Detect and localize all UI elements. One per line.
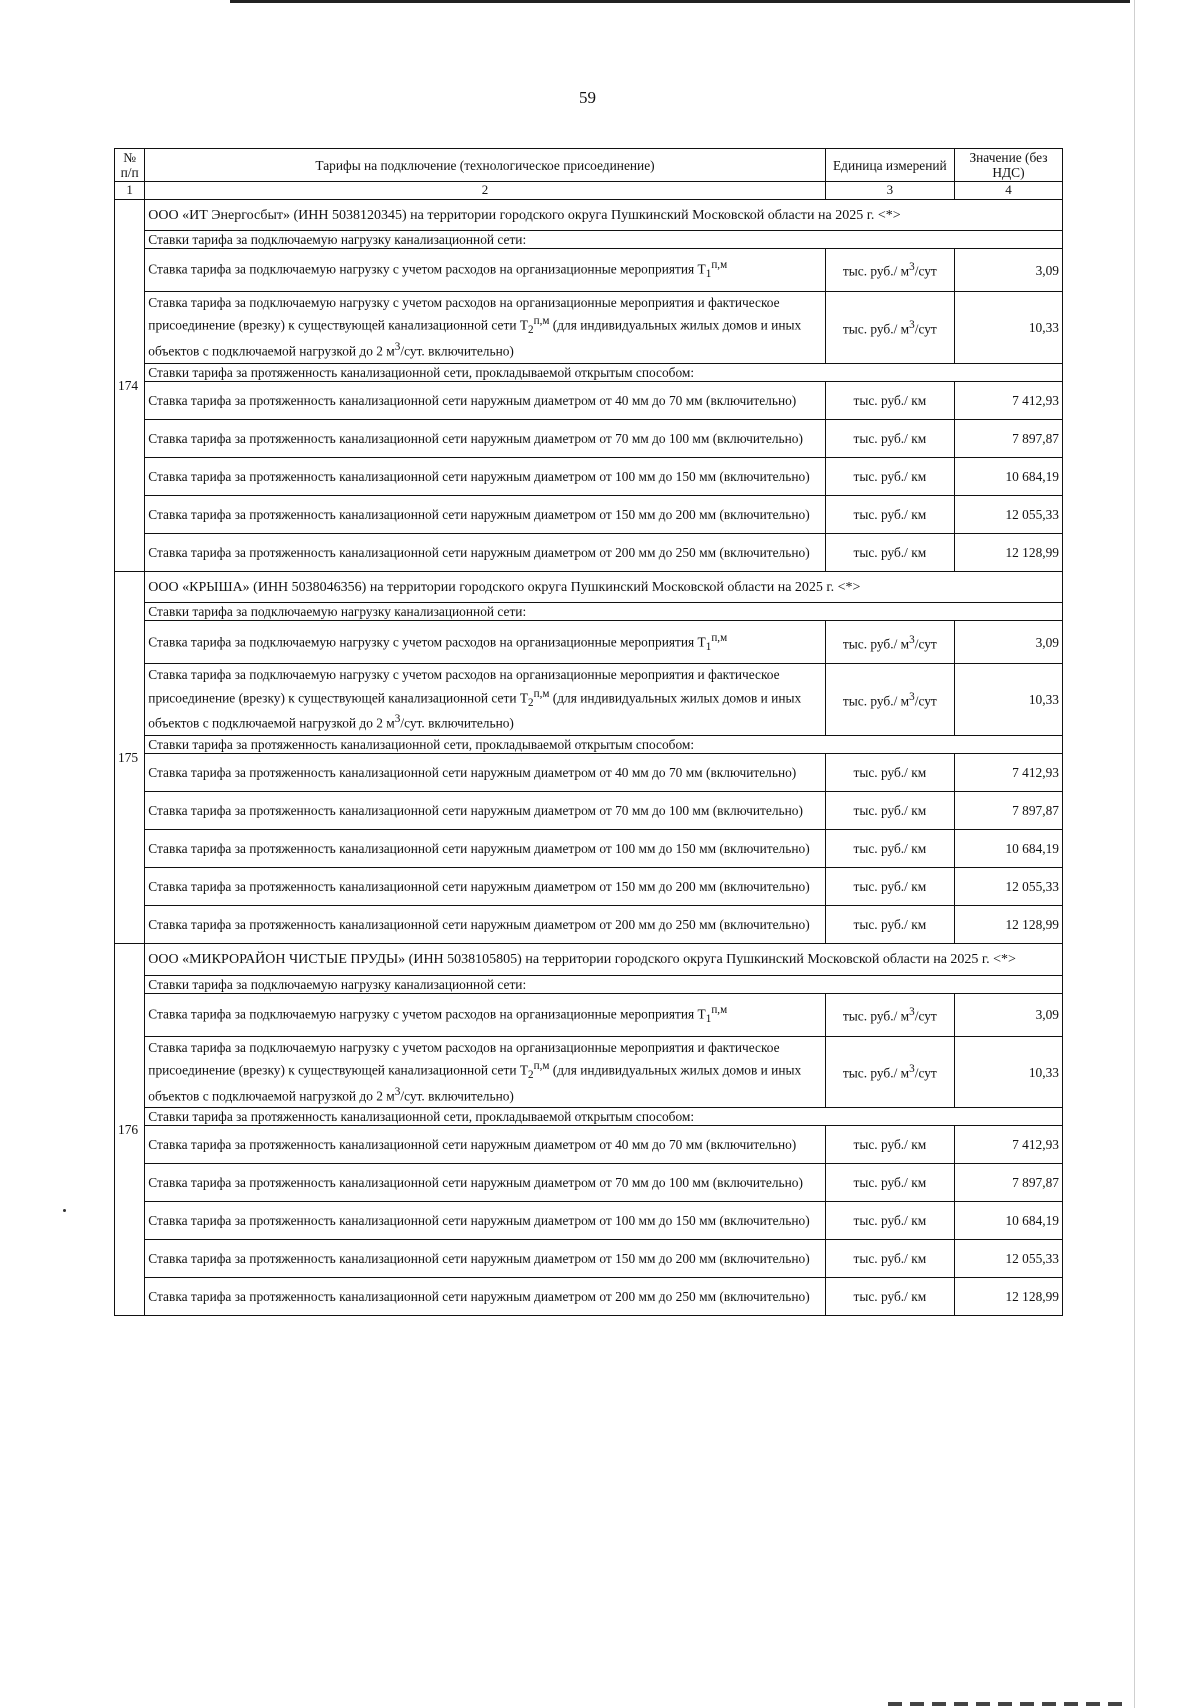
tariff-row-length: [115, 381, 1063, 419]
tariff-row-t2: [115, 664, 1063, 736]
tariff-row-length: [115, 495, 1063, 533]
unit-cell: тыс. руб./ км: [825, 1278, 954, 1316]
superscript: п,м: [711, 259, 728, 272]
tariff-row-length: [115, 1202, 1063, 1240]
unit-cell: тыс. руб./ км: [825, 457, 954, 495]
value-cell: 10 684,19: [954, 830, 1062, 868]
unit-cell: тыс. руб./ км: [825, 419, 954, 457]
tariff-description: Ставка тарифа за протяженность канализационной сети наружным диаметром от 100 мм до 150 мм (включительно): [145, 457, 825, 495]
description-text: /сут. включительно): [400, 1088, 514, 1104]
organization-title: ООО «ИТ Энергосбыт» (ИНН 5038120345) на территории городского округа Пушкинский Московской области на 2025 г. <*>: [145, 199, 1063, 231]
tariff-row-t2: [115, 292, 1063, 364]
tariff-description: Ставка тарифа за протяженность канализационной сети наружным диаметром от 150 мм до 200 мм (включительно): [145, 1240, 825, 1278]
tariff-row-t2: [115, 1036, 1063, 1108]
description-text: (для индивидуальных жилых домов и иных объектов с подключаемой нагрузкой до 2 м: [148, 690, 802, 731]
value-cell: 7 412,93: [954, 754, 1062, 792]
unit-cell: тыс. руб./ км: [825, 495, 954, 533]
tariff-row-length: [115, 1164, 1063, 1202]
load-heading: Ставки тарифа за подключаемую нагрузку канализационной сети:: [145, 975, 1063, 993]
description-text: Ставка тарифа за подключаемую нагрузку с учетом расходов на организационные мероприятия и фактическое присоединение (врезку) к существующей канализационной сети T: [148, 295, 780, 333]
unit-superscript: 3: [909, 261, 915, 274]
unit-text: тыс. руб./ м: [842, 321, 910, 337]
unit-tail: /сут: [914, 636, 937, 652]
tariff-table-body: [115, 149, 1063, 1316]
unit-tail: /сут: [914, 321, 937, 337]
organization-title: ООО «КРЫША» (ИНН 5038046356) на территории городского округа Пушкинский Московской области на 2025 г. <*>: [145, 571, 1063, 603]
value-cell: 7 412,93: [954, 381, 1062, 419]
length-heading: Ставки тарифа за протяженность канализационной сети, прокладываемой открытым способом:: [145, 1108, 1063, 1126]
unit-tail: /сут: [914, 263, 937, 279]
unit-tail: /сут: [914, 1008, 937, 1024]
tariff-table: [114, 148, 1063, 1316]
tariff-row-length: [115, 1240, 1063, 1278]
tariff-row-length: [115, 1126, 1063, 1164]
unit-tail: /сут: [914, 1065, 937, 1081]
unit-cell: тыс. руб./ км: [825, 1202, 954, 1240]
tariff-description: Ставка тарифа за протяженность канализационной сети наружным диаметром от 200 мм до 250 мм (включительно): [145, 533, 825, 571]
tariff-description: Ставка тарифа за протяженность канализационной сети наружным диаметром от 100 мм до 150 мм (включительно): [145, 830, 825, 868]
value-cell: 12 055,33: [954, 495, 1062, 533]
tariff-description: Ставка тарифа за протяженность канализационной сети наружным диаметром от 70 мм до 100 мм (включительно): [145, 792, 825, 830]
value-cell: 10,33: [954, 664, 1062, 736]
value-cell: 7 412,93: [954, 1126, 1062, 1164]
length-heading: Ставки тарифа за протяженность канализационной сети, прокладываемой открытым способом:: [145, 736, 1063, 754]
section-title-row: [115, 199, 1063, 231]
column-number: 2: [145, 182, 825, 200]
unit-cell: тыс. руб./ км: [825, 868, 954, 906]
value-cell: 3,09: [954, 621, 1062, 664]
value-cell: 12 128,99: [954, 533, 1062, 571]
load-heading-row: [115, 231, 1063, 249]
description-text: (для индивидуальных жилых домов и иных объектов с подключаемой нагрузкой до 2 м: [148, 1062, 802, 1104]
unit-text: тыс. руб./ м: [842, 1008, 910, 1024]
superscript: 3: [394, 713, 401, 726]
superscript: п,м: [711, 1003, 728, 1016]
value-cell: 7 897,87: [954, 792, 1062, 830]
header-description: Тарифы на подключение (технологическое присоединение): [145, 149, 825, 182]
tariff-description: [145, 664, 825, 736]
unit-cell: тыс. руб./ км: [825, 906, 954, 944]
unit-cell: тыс. руб./ км: [825, 830, 954, 868]
length-heading: Ставки тарифа за протяженность канализационной сети, прокладываемой открытым способом:: [145, 363, 1063, 381]
tariff-row-length: [115, 1278, 1063, 1316]
unit-tail: /сут: [914, 693, 937, 709]
value-cell: 12 128,99: [954, 906, 1062, 944]
column-number: 3: [825, 182, 954, 200]
description-text: Ставка тарифа за подключаемую нагрузку с учетом расходов на организационные мероприятия T: [148, 1006, 706, 1022]
tariff-row-t1: [115, 621, 1063, 664]
unit-cell: тыс. руб./ км: [825, 1164, 954, 1202]
superscript: п,м: [533, 1059, 550, 1072]
superscript: 3: [394, 1085, 401, 1098]
value-cell: 3,09: [954, 993, 1062, 1036]
header-value: Значение (без НДС): [954, 149, 1062, 182]
tariff-row-length: [115, 419, 1063, 457]
length-heading-row: [115, 363, 1063, 381]
subscript: 2: [528, 696, 534, 709]
superscript: п,м: [711, 631, 728, 644]
description-text: /сут. включительно): [400, 343, 514, 359]
superscript: п,м: [533, 687, 550, 700]
load-heading: Ставки тарифа за подключаемую нагрузку канализационной сети:: [145, 603, 1063, 621]
table-header-row: [115, 149, 1063, 182]
value-cell: 7 897,87: [954, 1164, 1062, 1202]
subscript: 1: [705, 640, 712, 653]
unit-cell: [825, 1036, 954, 1108]
unit-text: тыс. руб./ м: [842, 636, 910, 652]
tariff-description: [145, 249, 825, 292]
tariff-row-length: [115, 754, 1063, 792]
unit-text: тыс. руб./ м: [842, 1065, 910, 1081]
tariff-description: [145, 621, 825, 664]
unit-cell: тыс. руб./ км: [825, 1126, 954, 1164]
value-cell: 10 684,19: [954, 1202, 1062, 1240]
description-text: Ставка тарифа за подключаемую нагрузку с учетом расходов на организационные мероприятия и фактическое присоединение (врезку) к существующей канализационной сети T: [148, 1039, 780, 1078]
section-number: 174: [115, 199, 145, 571]
tariff-row-t1: [115, 249, 1063, 292]
unit-superscript: 3: [909, 1063, 915, 1076]
unit-superscript: 3: [909, 1005, 915, 1018]
column-numbers-row: [115, 182, 1063, 200]
tariff-row-length: [115, 533, 1063, 571]
tariff-description: Ставка тарифа за протяженность канализационной сети наружным диаметром от 200 мм до 250 мм (включительно): [145, 906, 825, 944]
column-number: 4: [954, 182, 1062, 200]
description-text: Ставка тарифа за подключаемую нагрузку с учетом расходов на организационные мероприятия T: [148, 634, 706, 650]
tariff-description: Ставка тарифа за протяженность канализационной сети наружным диаметром от 70 мм до 100 мм (включительно): [145, 419, 825, 457]
load-heading-row: [115, 603, 1063, 621]
unit-cell: тыс. руб./ км: [825, 1240, 954, 1278]
value-cell: 10,33: [954, 292, 1062, 364]
subscript: 2: [528, 324, 534, 337]
value-cell: 12 055,33: [954, 1240, 1062, 1278]
subscript: 1: [705, 268, 712, 281]
unit-cell: [825, 249, 954, 292]
section-number: 176: [115, 944, 145, 1316]
unit-superscript: 3: [909, 691, 915, 704]
tariff-row-length: [115, 906, 1063, 944]
load-heading-row: [115, 975, 1063, 993]
tariff-description: Ставка тарифа за протяженность канализационной сети наружным диаметром от 70 мм до 100 мм (включительно): [145, 1164, 825, 1202]
tariff-row-length: [115, 792, 1063, 830]
tariff-row-length: [115, 830, 1063, 868]
unit-cell: тыс. руб./ км: [825, 754, 954, 792]
organization-title: ООО «МИКРОРАЙОН ЧИСТЫЕ ПРУДЫ» (ИНН 5038105805) на территории городского округа Пушкинский Московской области на 2025 г. <*>: [145, 944, 1063, 976]
subscript: 2: [528, 1068, 534, 1081]
value-cell: 10,33: [954, 1036, 1062, 1108]
unit-text: тыс. руб./ м: [842, 693, 910, 709]
header-unit: Единица измерений: [825, 149, 954, 182]
tariff-description: Ставка тарифа за протяженность канализационной сети наружным диаметром от 40 мм до 70 мм (включительно): [145, 1126, 825, 1164]
superscript: п,м: [533, 315, 550, 328]
section-title-row: [115, 944, 1063, 976]
tariff-description: Ставка тарифа за протяженность канализационной сети наружным диаметром от 40 мм до 70 мм (включительно): [145, 381, 825, 419]
unit-cell: тыс. руб./ км: [825, 792, 954, 830]
section-number: 175: [115, 571, 145, 943]
header-num: № п/п: [115, 149, 145, 182]
tariff-description: Ставка тарифа за протяженность канализационной сети наружным диаметром от 100 мм до 150 мм (включительно): [145, 1202, 825, 1240]
column-number: 1: [115, 182, 145, 200]
tariff-row-t1: [115, 993, 1063, 1036]
unit-cell: [825, 292, 954, 364]
tariff-row-length: [115, 868, 1063, 906]
unit-cell: [825, 993, 954, 1036]
unit-text: тыс. руб./ м: [842, 263, 910, 279]
unit-cell: [825, 621, 954, 664]
unit-cell: [825, 664, 954, 736]
scan-speck: [63, 1209, 66, 1212]
tariff-description: Ставка тарифа за протяженность канализационной сети наружным диаметром от 150 мм до 200 мм (включительно): [145, 495, 825, 533]
subscript: 1: [705, 1013, 712, 1026]
load-heading: Ставки тарифа за подключаемую нагрузку канализационной сети:: [145, 231, 1063, 249]
value-cell: 7 897,87: [954, 419, 1062, 457]
scan-border-right: [1134, 0, 1135, 1708]
tariff-description: Ставка тарифа за протяженность канализационной сети наружным диаметром от 200 мм до 250 мм (включительно): [145, 1278, 825, 1316]
page-number: 59: [579, 88, 596, 107]
description-text: /сут. включительно): [400, 715, 514, 731]
description-text: Ставка тарифа за подключаемую нагрузку с учетом расходов на организационные мероприятия T: [148, 261, 706, 277]
unit-cell: тыс. руб./ км: [825, 381, 954, 419]
scan-border-top: [230, 0, 1130, 3]
value-cell: 10 684,19: [954, 457, 1062, 495]
superscript: 3: [394, 341, 401, 354]
tariff-description: Ставка тарифа за протяженность канализационной сети наружным диаметром от 40 мм до 70 мм (включительно): [145, 754, 825, 792]
unit-superscript: 3: [909, 318, 915, 331]
tariff-description: Ставка тарифа за протяженность канализационной сети наружным диаметром от 150 мм до 200 мм (включительно): [145, 868, 825, 906]
tariff-description: [145, 993, 825, 1036]
value-cell: 3,09: [954, 249, 1062, 292]
tariff-description: [145, 1036, 825, 1108]
description-text: Ставка тарифа за подключаемую нагрузку с учетом расходов на организационные мероприятия и фактическое присоединение (врезку) к существующей канализационной сети T: [148, 667, 780, 706]
value-cell: 12 128,99: [954, 1278, 1062, 1316]
tariff-description: [145, 292, 825, 364]
section-title-row: [115, 571, 1063, 603]
length-heading-row: [115, 736, 1063, 754]
length-heading-row: [115, 1108, 1063, 1126]
scan-border-bottom: [888, 1702, 1128, 1706]
unit-cell: тыс. руб./ км: [825, 533, 954, 571]
value-cell: 12 055,33: [954, 868, 1062, 906]
unit-superscript: 3: [909, 633, 915, 646]
description-text: (для индивидуальных жилых домов и иных объектов с подключаемой нагрузкой до 2 м: [148, 317, 802, 359]
tariff-row-length: [115, 457, 1063, 495]
